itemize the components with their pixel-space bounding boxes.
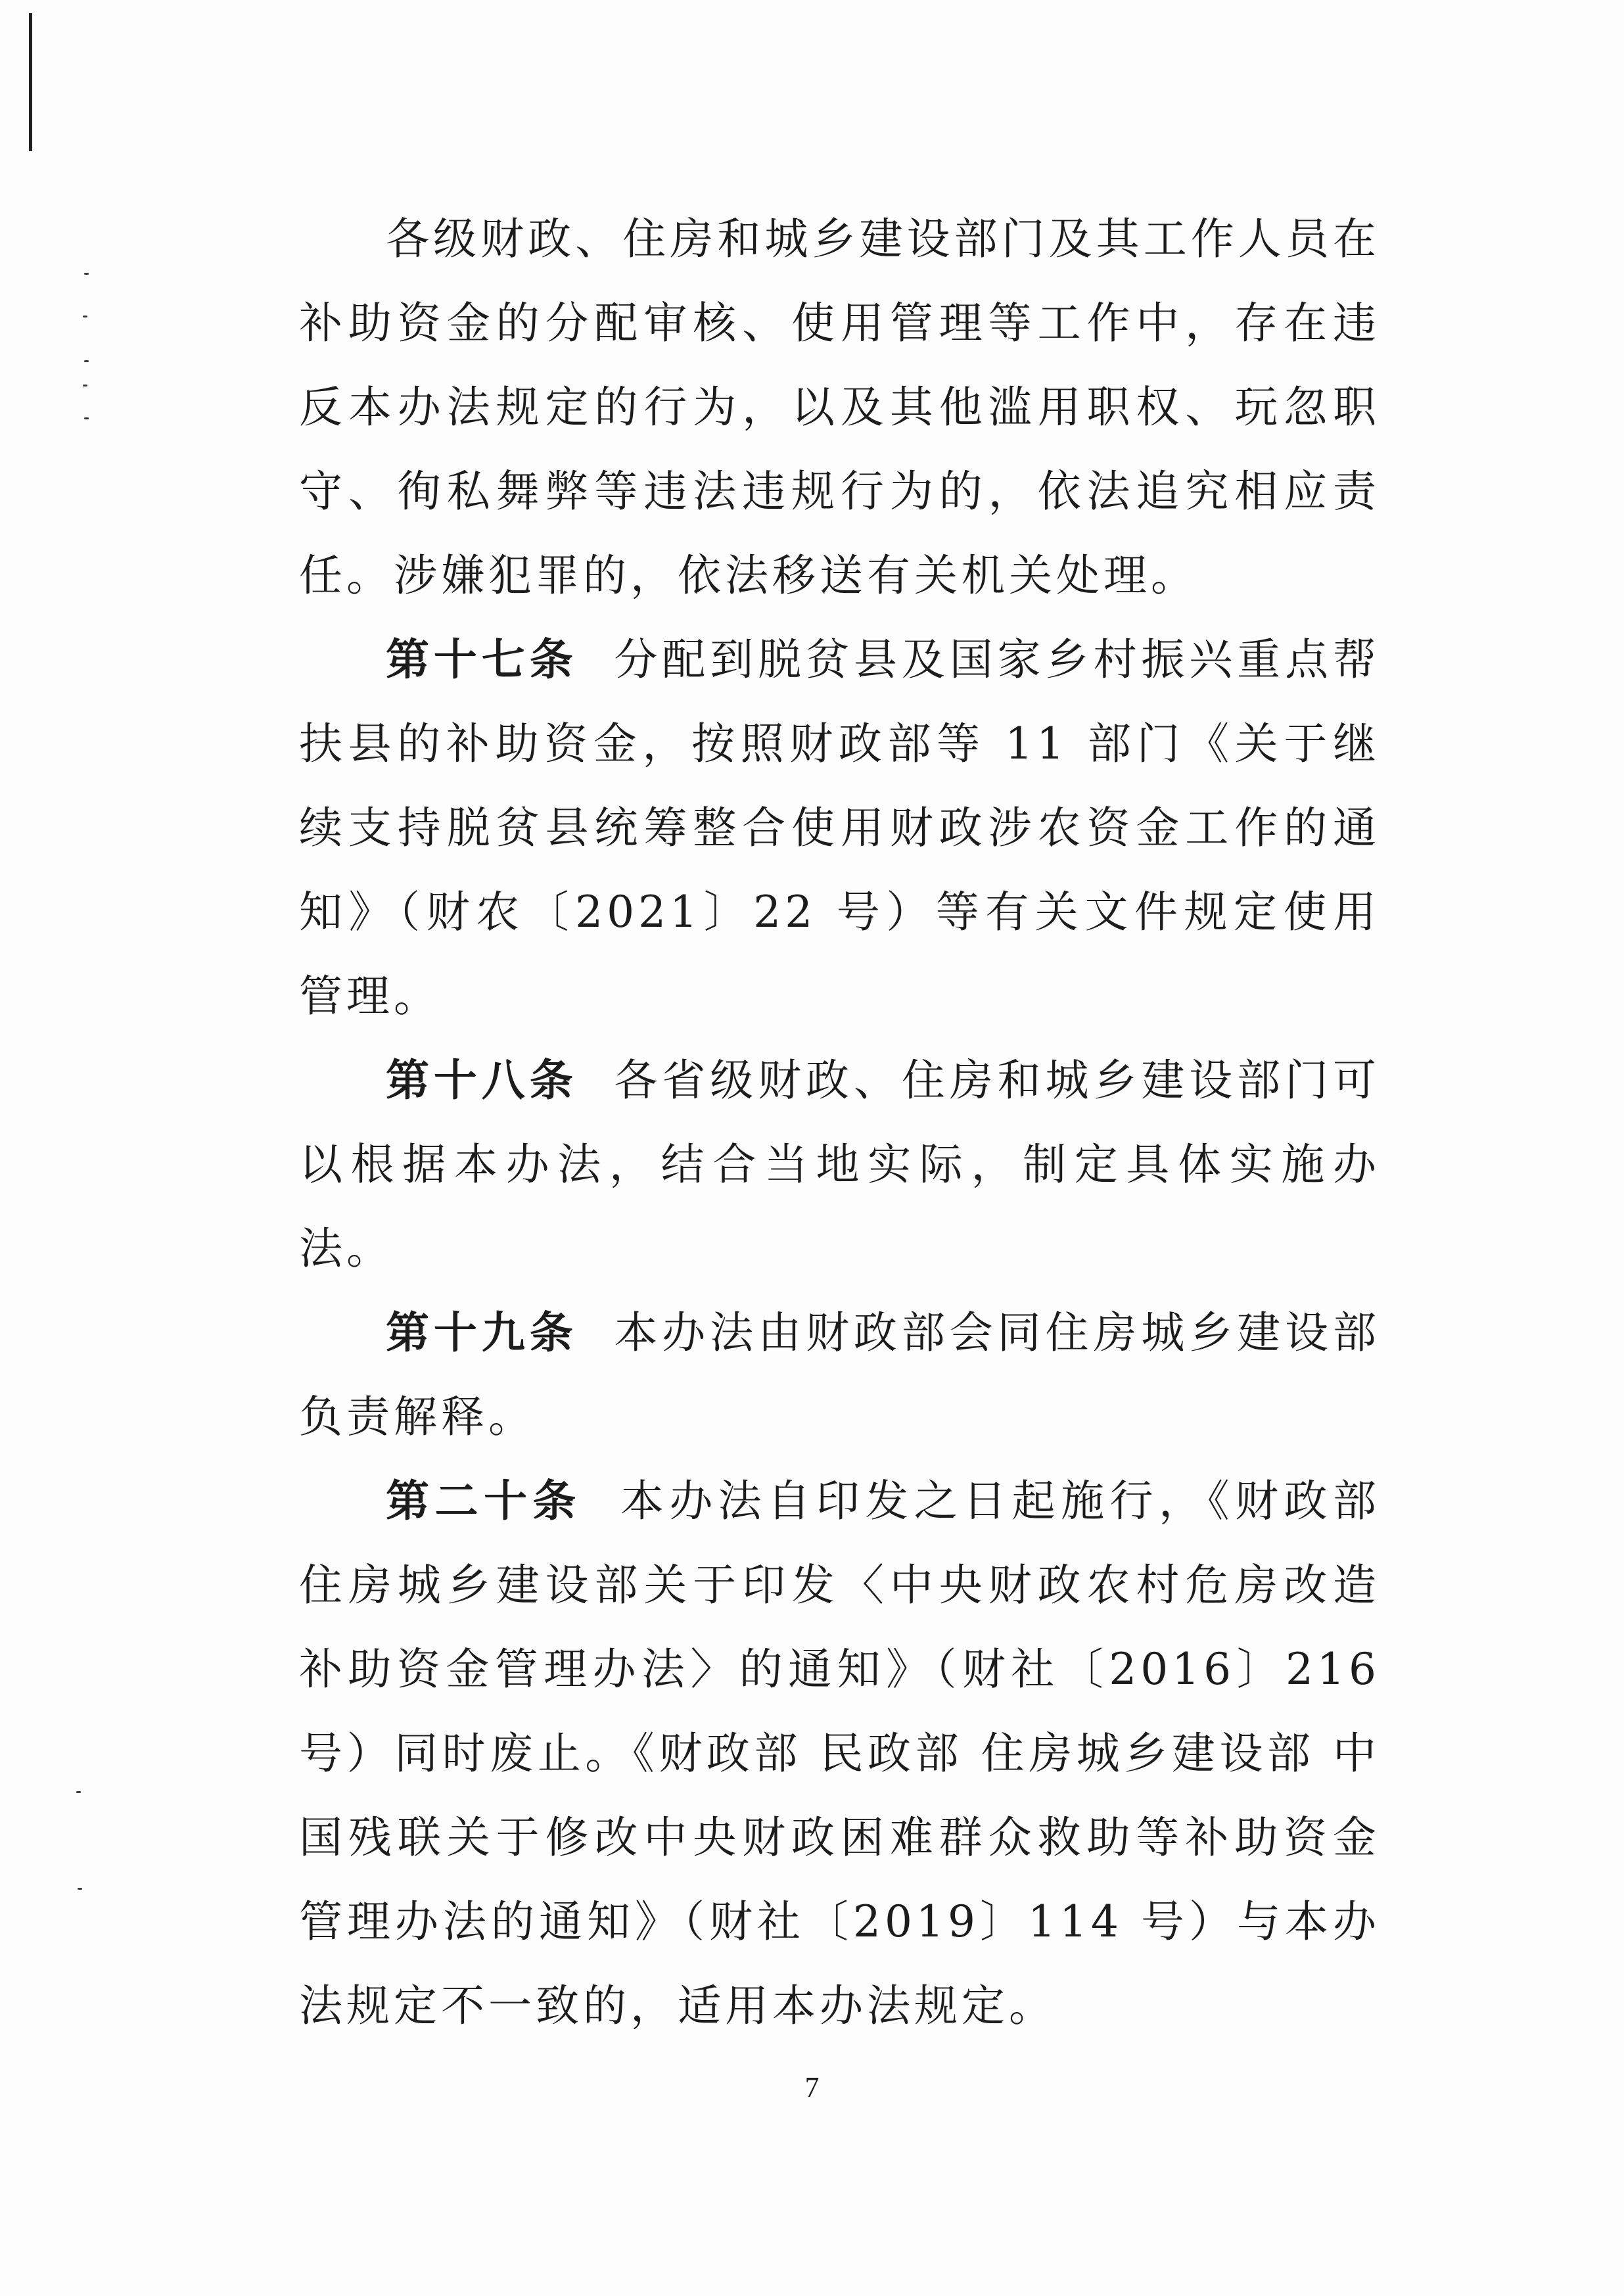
article-text: 本办法由财政部会同住房城乡建设部负责解释。 — [299, 1307, 1380, 1442]
article-19 — [299, 1291, 1380, 1459]
paragraph-liability — [299, 197, 1380, 618]
scan-speck — [84, 273, 89, 275]
document-body — [299, 197, 1380, 2048]
article-17 — [299, 618, 1380, 1039]
article-label: 第十八条 — [386, 1055, 578, 1106]
scan-speck — [84, 417, 89, 419]
article-20 — [299, 1459, 1380, 2048]
scan-speck — [76, 1791, 81, 1793]
binding-line — [29, 13, 32, 151]
article-label: 第十七条 — [386, 634, 578, 685]
scan-speck — [83, 385, 87, 387]
article-text: 本办法自印发之日起施行，《财政部 住房城乡建设部关于印发〈中央财政农村危房改造补助资金管理办法〉的通知》（财社〔2016〕216 号）同时废止。《财政部 民政部 住房城乡建设部 中国残联关于修改中央财政困难群众救助等补助资金管理办法的通知》（财社〔2019〕114 号）与本办法规定不一致的，适用本办法规定。 — [299, 1476, 1381, 2031]
scan-speck — [84, 360, 89, 362]
article-text: 分配到脱贫县及国家乡村振兴重点帮扶县的补助资金，按照财政部等 11 部门《关于继续支持脱贫县统筹整合使用财政涉农资金工作的通知》（财农〔2021〕22 号）等有关文件规定使用管理。 — [299, 634, 1380, 1021]
scan-speck — [78, 1888, 82, 1890]
article-text: 各省级财政、住房和城乡建设部门可以根据本办法，结合当地实际，制定具体实施办法。 — [299, 1055, 1380, 1274]
article-label: 第十九条 — [386, 1307, 578, 1358]
scan-speck — [83, 316, 87, 317]
paragraph-text: 各级财政、住房和城乡建设部门及其工作人员在补助资金的分配审核、使用管理等工作中，存在违反本办法规定的行为，以及其他滥用职权、玩忽职守、徇私舞弊等违法违规行为的，依法追究相应责任。涉嫌犯罪的，依法移送有关机关处理。 — [299, 214, 1380, 601]
page-number: 7 — [804, 2071, 820, 2103]
article-label: 第二十条 — [386, 1476, 582, 1526]
article-18 — [299, 1039, 1380, 1291]
